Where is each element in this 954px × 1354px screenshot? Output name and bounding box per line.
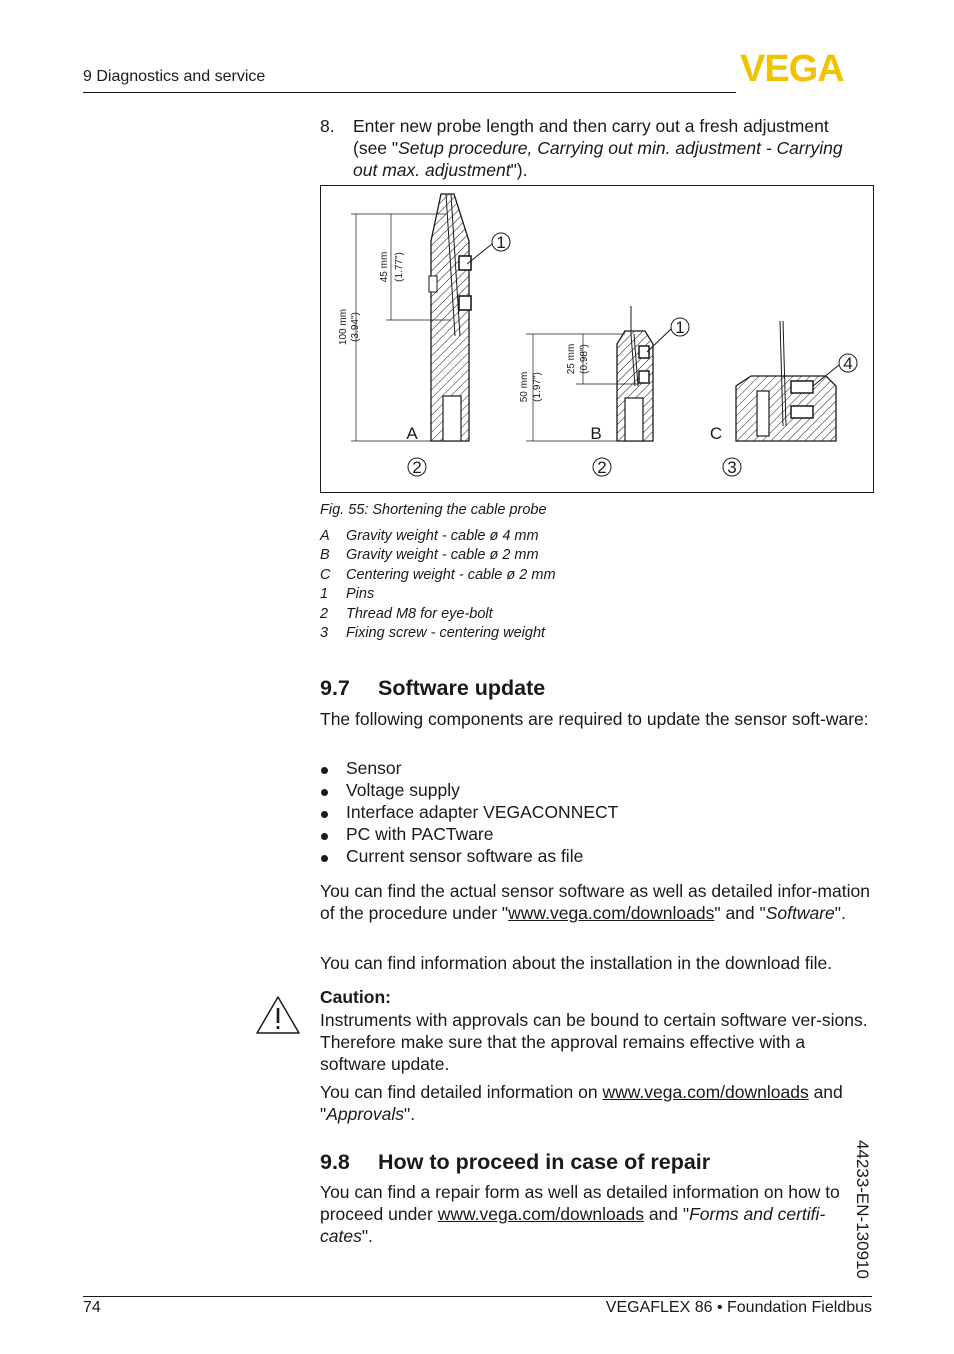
dim-100-in: (3.94") xyxy=(350,312,361,342)
section-heading-repair: 9.8 How to proceed in case of repair xyxy=(320,1150,711,1174)
software-download-paragraph: You can find the actual sensor software as well as detailed infor-mation of the procedure under "www.vega.com/downloads" and "Software". xyxy=(320,881,870,923)
probe-drawing xyxy=(321,186,873,492)
dim-25: 25 mm xyxy=(566,343,577,375)
bullet-icon xyxy=(321,767,328,774)
svg-text:VEGA: VEGA xyxy=(740,50,844,84)
callout-2a: 2 xyxy=(412,458,422,477)
step-text-italic: Setup procedure, Carrying out min. adjustment - Carrying out max. adjustment xyxy=(353,138,843,180)
callout-1a: 1 xyxy=(496,233,506,252)
downloads-link[interactable]: www.vega.com/downloads xyxy=(602,1082,809,1102)
step-8 xyxy=(320,115,865,181)
dim-45-in: (1.77") xyxy=(394,252,405,282)
footer-product: VEGAFLEX 86 • Foundation Fieldbus xyxy=(605,1299,872,1316)
dim-50: 50 mm xyxy=(519,371,530,403)
caution-heading: Caution: xyxy=(320,987,391,1007)
header-rule xyxy=(83,92,736,93)
header-section-title: 9 Diagnostics and service xyxy=(83,68,266,85)
downloads-link[interactable]: www.vega.com/downloads xyxy=(508,903,715,923)
dim-50-in: (1.97") xyxy=(532,372,543,402)
footer-rule xyxy=(83,1296,872,1297)
side-document-number: 44233-EN-130910 xyxy=(853,1140,872,1279)
weight-c xyxy=(736,321,836,441)
bullet-icon xyxy=(321,833,328,840)
probe-figure xyxy=(320,185,874,493)
warning-icon xyxy=(254,994,302,1036)
section-heading-software-update: 9.7 Software update xyxy=(320,676,546,700)
repair-paragraph: You can find a repair form as well as detailed information on how to proceed under www.vega.com/downloads and "Forms and certifi-cates". xyxy=(320,1182,840,1246)
label-a: A xyxy=(406,424,418,443)
step-number: 8. xyxy=(320,116,335,136)
software-intro: The following components are required to update the sensor soft-ware: xyxy=(320,709,869,729)
dim-25-in: (0.98") xyxy=(579,344,590,374)
label-b: B xyxy=(590,424,602,443)
callout-2b: 2 xyxy=(597,458,607,477)
page-number: 74 xyxy=(83,1299,101,1316)
step-text-a: Enter new probe length and then carry out a fresh adjustment (see " xyxy=(353,116,829,158)
dim-100: 100 mm xyxy=(338,308,349,346)
downloads-link[interactable]: www.vega.com/downloads xyxy=(437,1204,644,1224)
label-c: C xyxy=(709,424,723,443)
figure-caption: Fig. 55: Shortening the cable probe xyxy=(320,502,547,518)
weight-a xyxy=(351,194,471,441)
callout-1b: 1 xyxy=(675,318,685,337)
bullet-icon xyxy=(321,811,328,818)
dim-45: 45 mm xyxy=(379,251,390,283)
vega-logo xyxy=(740,50,872,84)
caution-text: Instruments with approvals can be bound to certain software ver-sions. Therefore make sure that the approval remains effective with a software update. xyxy=(320,1010,868,1074)
installation-info: You can find information about the installation in the download file. xyxy=(320,953,833,973)
bullet-icon xyxy=(321,855,328,862)
approvals-paragraph: You can find detailed information on www.vega.com/downloads and "Approvals". xyxy=(320,1082,843,1124)
step-text-b: "). xyxy=(510,160,528,180)
bullet-icon xyxy=(321,789,328,796)
callout-3: 3 xyxy=(727,458,737,477)
callout-4: 4 xyxy=(843,354,853,373)
